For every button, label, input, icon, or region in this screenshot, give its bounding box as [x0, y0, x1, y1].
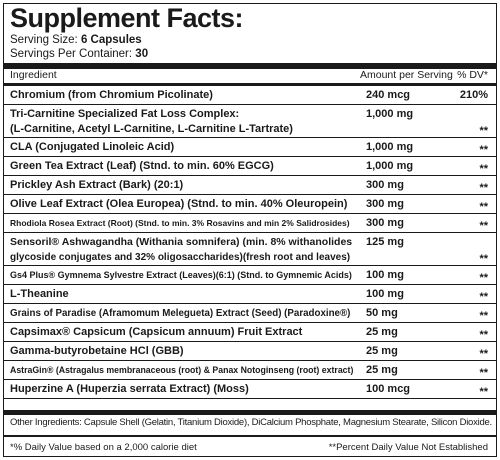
- table-row: [4, 233, 496, 266]
- ingredient-amount: 240 mcg: [366, 89, 411, 101]
- servings-per-container-value: 30: [135, 48, 149, 60]
- divider-other: [4, 410, 496, 415]
- ingredient-name: [10, 344, 350, 359]
- ingredient-name: [10, 140, 350, 155]
- ingredient-name-line: Gamma-butyrobetaine HCl (GBB): [10, 345, 184, 357]
- ingredient-dv: **: [479, 182, 488, 194]
- ingredient-dv: **: [479, 163, 488, 175]
- supplement-facts-panel: [3, 3, 497, 457]
- header-ingredient: Ingredient: [10, 69, 57, 81]
- ingredient-amount: 100 mcg: [366, 383, 411, 395]
- ingredient-amount: 25 mg: [366, 326, 398, 338]
- ingredient-dv: **: [479, 144, 488, 156]
- ingredient-name: [10, 363, 354, 378]
- footnote-daily-value: *% Daily Value based on a 2,000 calorie diet: [10, 442, 197, 453]
- ingredient-amount: 300 mg: [366, 179, 404, 191]
- servings-per-container: [10, 48, 148, 60]
- table-row: [4, 157, 496, 176]
- ingredient-name-line: AstraGin® (Astragalus membranaceous (root) & Panax Notoginseng (root) extract): [10, 365, 354, 375]
- ingredient-name: [10, 88, 350, 103]
- table-row: [4, 323, 496, 342]
- ingredient-name-line: glycoside conjugates and 32% oligosaccharides)(fresh root and leaves): [10, 252, 351, 263]
- table-row: [4, 285, 496, 304]
- ingredient-name-line: Grains of Paradise (Aframomum Melegueta) Extract (Seed) (Paradoxine®): [10, 308, 351, 319]
- table-row: [4, 266, 496, 285]
- ingredient-name-line: Prickley Ash Extract (Bark) (20:1): [10, 179, 184, 191]
- divider-footnote: [4, 435, 496, 437]
- ingredient-name: [10, 159, 350, 174]
- ingredient-dv: **: [479, 386, 488, 398]
- table-row: [4, 138, 496, 157]
- serving-size: [10, 34, 142, 46]
- servings-per-container-label: Servings Per Container:: [10, 48, 133, 60]
- table-row: [4, 304, 496, 323]
- ingredient-amount: 25 mg: [366, 364, 398, 376]
- ingredient-amount: 50 mg: [366, 307, 398, 319]
- ingredient-dv: **: [479, 201, 488, 213]
- ingredient-dv: **: [479, 348, 488, 360]
- ingredient-dv: **: [479, 291, 488, 303]
- ingredient-amount: 300 mg: [366, 198, 404, 210]
- ingredient-amount: 1,000 mg: [366, 108, 414, 120]
- other-ingredients: Other Ingredients: Capsule Shell (Gelatin, Titanium Dioxide), DiCalcium Phosphate, Magnesium Stearate, Silicon Dioxide.: [10, 417, 492, 428]
- panel-title: Supplement Facts:: [10, 3, 244, 33]
- ingredient-name: [10, 216, 350, 231]
- ingredient-name: [10, 382, 350, 397]
- table-row: [4, 86, 496, 105]
- ingredient-name: [10, 325, 350, 340]
- table-row: [4, 361, 496, 380]
- ingredient-dv: **: [479, 310, 488, 322]
- ingredient-dv: **: [479, 367, 488, 379]
- ingredient-name-line: L-Theanine: [10, 288, 69, 300]
- ingredient-amount: 300 mg: [366, 217, 404, 229]
- ingredient-dv: **: [479, 125, 488, 137]
- ingredient-name-line: Rhodiola Rosea Extract (Root) (Stnd. to min. 3% Rosavins and min 2% Salidrosides): [10, 218, 350, 228]
- ingredient-name-line: (L-Carnitine, Acetyl L-Carnitine, L-Carnitine L-Tartrate): [10, 123, 293, 135]
- ingredient-dv: **: [479, 220, 488, 232]
- header-dv: % DV*: [457, 69, 488, 81]
- ingredient-dv: **: [479, 272, 488, 284]
- ingredient-name-line: Gs4 Plus® Gymnema Sylvestre Extract (Leaves)(6:1) (Stnd. to Gymnemic Acids): [10, 270, 352, 280]
- serving-size-value: 6 Capsules: [80, 34, 142, 46]
- table-row: [4, 342, 496, 361]
- ingredient-dv: **: [479, 253, 488, 265]
- ingredient-amount: 1,000 mg: [366, 160, 414, 172]
- ingredient-name-line: Green Tea Extract (Leaf) (Stnd. to min. 60% EGCG): [10, 160, 274, 172]
- table-row: [4, 214, 496, 233]
- ingredient-dv: 210%: [459, 89, 488, 101]
- ingredient-name: [10, 306, 350, 321]
- ingredient-name-line: Tri-Carnitine Specialized Fat Loss Complex:: [10, 108, 240, 120]
- table-row: [4, 105, 496, 138]
- ingredient-name: [10, 107, 350, 137]
- ingredient-name-line: Capsimax® Capsicum (Capsicum annuum) Fruit Extract: [10, 326, 303, 338]
- ingredient-amount: 125 mg: [366, 236, 404, 248]
- ingredient-name-line: Olive Leaf Extract (Olea Europea) (Stnd. to min. 40% Oleuropein): [10, 198, 348, 210]
- ingredient-amount: 100 mg: [366, 288, 404, 300]
- table-row: [4, 195, 496, 214]
- ingredient-name-line: Sensoril® Ashwagandha (Withania somnifera) (min. 8% withanolides: [10, 236, 353, 248]
- ingredient-name: [10, 235, 353, 265]
- ingredient-list: [4, 86, 496, 399]
- footnote-not-established: **Percent Daily Value Not Established: [328, 442, 488, 453]
- ingredient-name: [10, 178, 350, 193]
- ingredient-name-line: CLA (Conjugated Linoleic Acid): [10, 141, 175, 153]
- ingredient-name: [10, 268, 350, 283]
- table-row: [4, 380, 496, 399]
- ingredient-amount: 25 mg: [366, 345, 398, 357]
- ingredient-amount: 100 mg: [366, 269, 404, 281]
- ingredient-name-line: Chromium (from Chromium Picolinate): [10, 89, 213, 101]
- header-amount: Amount per Serving: [360, 69, 453, 81]
- ingredient-name: [10, 287, 350, 302]
- ingredient-name-line: Huperzine A (Huperzia serrata Extract) (Moss): [10, 383, 249, 395]
- ingredient-dv: **: [479, 329, 488, 341]
- ingredient-amount: 1,000 mg: [366, 141, 414, 153]
- table-row: [4, 176, 496, 195]
- ingredient-name: [10, 197, 350, 212]
- serving-size-label: Serving Size:: [10, 34, 78, 46]
